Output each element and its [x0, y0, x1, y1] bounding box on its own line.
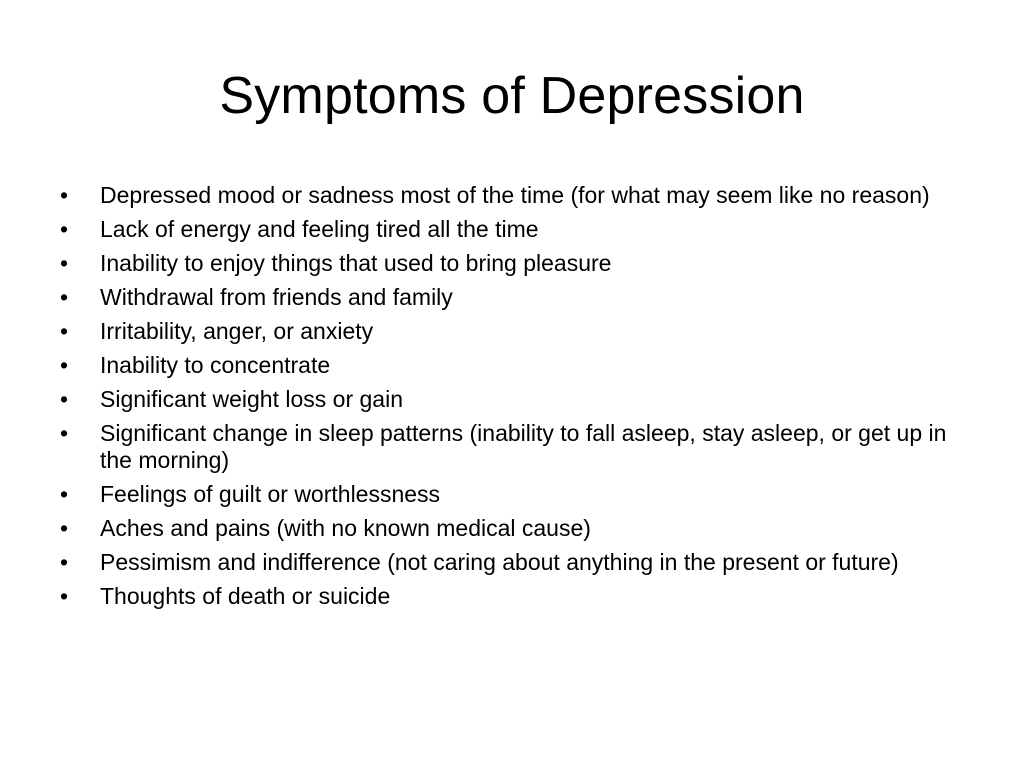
list-item [60, 216, 960, 243]
list-item-text: Inability to concentrate [100, 352, 331, 378]
list-item [60, 318, 960, 345]
bullet-icon: • [60, 515, 69, 541]
list-item [60, 250, 960, 277]
list-item-text: Significant weight loss or gain [100, 386, 403, 412]
list-item-text: Depressed mood or sadness most of the time (for what may seem like no reason) [100, 182, 930, 208]
list-item [60, 420, 960, 474]
list-item [60, 549, 960, 576]
list-item-text: Thoughts of death or suicide [100, 583, 391, 609]
bullet-icon: • [60, 284, 69, 310]
list-item [60, 583, 960, 610]
list-item-text: Withdrawal from friends and family [100, 284, 453, 310]
bullet-icon: • [60, 216, 69, 242]
list-item [60, 481, 960, 508]
bullet-icon: • [60, 182, 69, 208]
bullet-icon: • [60, 386, 69, 412]
bullet-icon: • [60, 549, 69, 575]
bullet-icon: • [60, 318, 69, 344]
bullet-list [60, 182, 960, 617]
list-item-text: Pessimism and indifference (not caring about anything in the present or future) [100, 549, 899, 575]
list-item-text: Aches and pains (with no known medical cause) [100, 515, 591, 541]
list-item [60, 515, 960, 542]
list-item [60, 386, 960, 413]
bullet-icon: • [60, 481, 69, 507]
list-item-text: Lack of energy and feeling tired all the time [100, 216, 539, 242]
list-item-text: Feelings of guilt or worthlessness [100, 481, 441, 507]
bullet-icon: • [60, 420, 69, 446]
bullet-icon: • [60, 250, 69, 276]
slide-title: Symptoms of Depression [219, 67, 805, 125]
list-item-text: Significant change in sleep patterns (inability to fall asleep, stay asleep, or get up in the morning) [100, 420, 947, 473]
bullet-icon: • [60, 352, 69, 378]
list-item [60, 352, 960, 379]
list-item-text: Inability to enjoy things that used to bring pleasure [100, 250, 612, 276]
bullet-icon: • [60, 583, 69, 609]
list-item [60, 182, 960, 209]
list-item [60, 284, 960, 311]
list-item-text: Irritability, anger, or anxiety [100, 318, 374, 344]
